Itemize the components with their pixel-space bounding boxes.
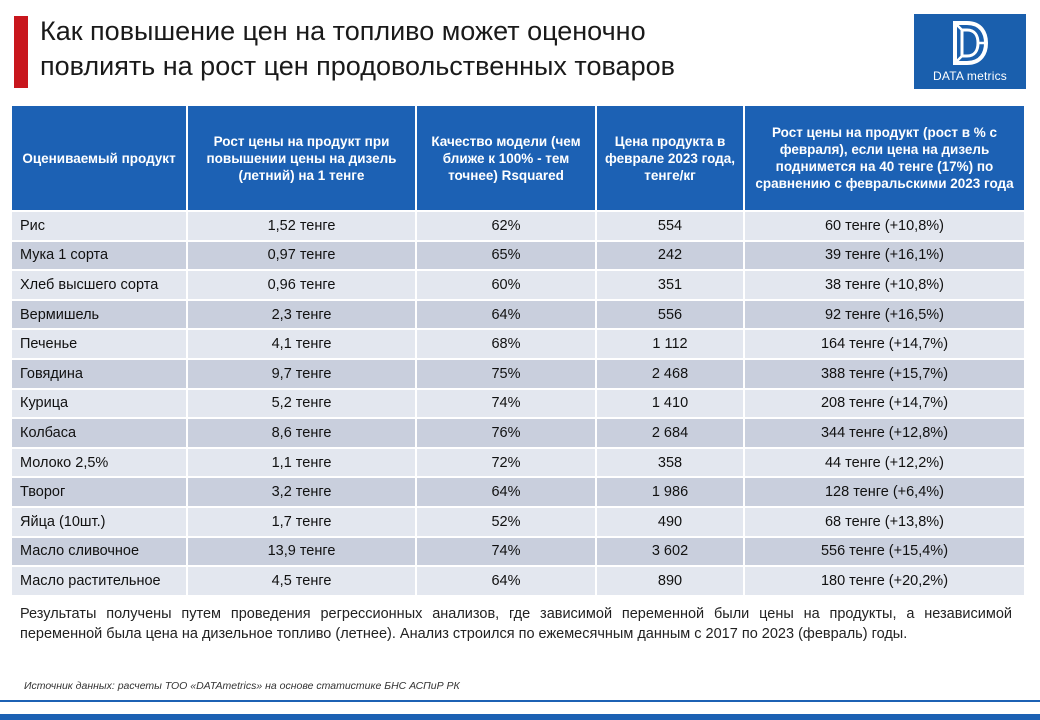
growth-per-tenge-cell: 0,97 тенге [187,241,416,271]
title-line-1: Как повышение цен на топливо может оценочно [40,16,646,46]
table-row [12,418,1024,448]
feb-price-cell: 2 684 [596,418,744,448]
table-header-row [12,106,1024,211]
product-name-cell: Творог [12,477,187,507]
model-quality-cell: 65% [416,241,596,271]
product-name-cell: Колбаса [12,418,187,448]
column-header-growth-40-tenge: Рост цены на продукт (рост в % с февраля), если цена на дизель поднимется на 40 тенге (17%) по сравнению с февральскими 2023 года [744,106,1024,211]
growth-per-tenge-cell: 4,1 тенге [187,329,416,359]
table-row [12,448,1024,478]
model-quality-cell: 64% [416,300,596,330]
product-name-cell: Мука 1 сорта [12,241,187,271]
feb-price-cell: 1 410 [596,389,744,419]
source-note: Источник данных: расчеты ТОО «DATAmetrics» на основе статистике БНС АСПиР РК [24,680,460,692]
growth-per-tenge-cell: 1,7 тенге [187,507,416,537]
column-header-model-quality: Качество модели (чем ближе к 100% - тем точнее) Rsquared [416,106,596,211]
model-quality-cell: 68% [416,329,596,359]
fuel-impact-table [12,106,1024,595]
growth-40-tenge-cell: 388 тенге (+15,7%) [744,359,1024,389]
growth-40-tenge-cell: 39 тенге (+16,1%) [744,241,1024,271]
feb-price-cell: 1 112 [596,329,744,359]
product-name-cell: Молоко 2,5% [12,448,187,478]
feb-price-cell: 358 [596,448,744,478]
feb-price-cell: 3 602 [596,537,744,567]
growth-40-tenge-cell: 38 тенге (+10,8%) [744,270,1024,300]
product-name-cell: Хлеб высшего сорта [12,270,187,300]
product-name-cell: Масло сливочное [12,537,187,567]
footer-stripe [0,714,1040,720]
product-name-cell: Печенье [12,329,187,359]
growth-40-tenge-cell: 60 тенге (+10,8%) [744,211,1024,241]
growth-40-tenge-cell: 208 тенге (+14,7%) [744,389,1024,419]
table-row [12,507,1024,537]
methodology-note: Результаты получены путем проведения регрессионных анализов, где зависимой переменной были цены на продукты, а независимой переменной была цена на дизельное топливо (летнее). Анализ строился по ежемесячным данным с 2017 по 2023 (февраль) годы. [20,606,1012,642]
growth-per-tenge-cell: 5,2 тенге [187,389,416,419]
feb-price-cell: 554 [596,211,744,241]
growth-per-tenge-cell: 3,2 тенге [187,477,416,507]
model-quality-cell: 76% [416,418,596,448]
model-quality-cell: 60% [416,270,596,300]
growth-40-tenge-cell: 128 тенге (+6,4%) [744,477,1024,507]
growth-per-tenge-cell: 9,7 тенге [187,359,416,389]
growth-40-tenge-cell: 344 тенге (+12,8%) [744,418,1024,448]
product-name-cell: Масло растительное [12,566,187,595]
accent-bar [14,16,28,88]
growth-40-tenge-cell: 92 тенге (+16,5%) [744,300,1024,330]
model-quality-cell: 74% [416,537,596,567]
growth-per-tenge-cell: 4,5 тенге [187,566,416,595]
growth-per-tenge-cell: 0,96 тенге [187,270,416,300]
logo [914,14,1026,89]
model-quality-cell: 52% [416,507,596,537]
feb-price-cell: 1 986 [596,477,744,507]
growth-per-tenge-cell: 1,1 тенге [187,448,416,478]
feb-price-cell: 556 [596,300,744,330]
growth-per-tenge-cell: 1,52 тенге [187,211,416,241]
table-row [12,359,1024,389]
growth-per-tenge-cell: 2,3 тенге [187,300,416,330]
table-row [12,389,1024,419]
feb-price-cell: 890 [596,566,744,595]
logo-text: DATA metrics [933,69,1007,83]
growth-40-tenge-cell: 44 тенге (+12,2%) [744,448,1024,478]
model-quality-cell: 74% [416,389,596,419]
product-name-cell: Говядина [12,359,187,389]
table-row [12,477,1024,507]
title-line-2: повлиять на рост цен продовольственных товаров [40,51,675,81]
feb-price-cell: 351 [596,270,744,300]
product-name-cell: Курица [12,389,187,419]
growth-40-tenge-cell: 164 тенге (+14,7%) [744,329,1024,359]
product-name-cell: Вермишель [12,300,187,330]
growth-per-tenge-cell: 8,6 тенге [187,418,416,448]
column-header-product: Оцениваемый продукт [12,106,187,211]
data-metrics-logo-icon [951,20,989,66]
product-name-cell: Яйца (10шт.) [12,507,187,537]
table-row [12,211,1024,241]
feb-price-cell: 2 468 [596,359,744,389]
table-row [12,270,1024,300]
table-row [12,566,1024,595]
model-quality-cell: 72% [416,448,596,478]
growth-per-tenge-cell: 13,9 тенге [187,537,416,567]
model-quality-cell: 64% [416,477,596,507]
model-quality-cell: 62% [416,211,596,241]
table-row [12,300,1024,330]
product-name-cell: Рис [12,211,187,241]
model-quality-cell: 64% [416,566,596,595]
table-row [12,241,1024,271]
feb-price-cell: 490 [596,507,744,537]
table-row [12,329,1024,359]
column-header-growth-per-tenge: Рост цены на продукт при повышении цены на дизель (летний) на 1 тенге [187,106,416,211]
footer-divider [0,700,1040,702]
column-header-feb-price: Цена продукта в феврале 2023 года, тенге/кг [596,106,744,211]
growth-40-tenge-cell: 556 тенге (+15,4%) [744,537,1024,567]
page-title [40,14,900,84]
table-row [12,537,1024,567]
growth-40-tenge-cell: 68 тенге (+13,8%) [744,507,1024,537]
growth-40-tenge-cell: 180 тенге (+20,2%) [744,566,1024,595]
feb-price-cell: 242 [596,241,744,271]
model-quality-cell: 75% [416,359,596,389]
